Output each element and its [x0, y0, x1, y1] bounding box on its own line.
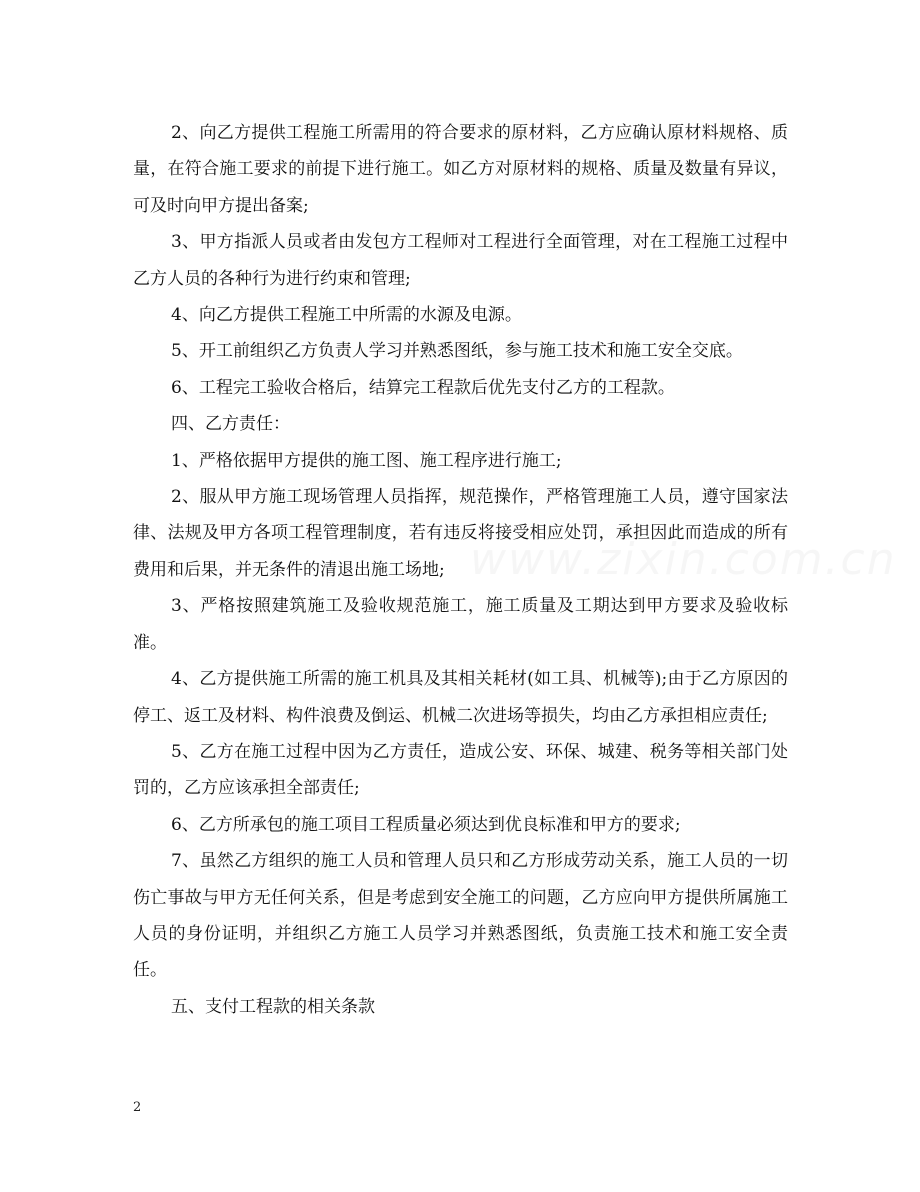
paragraph-item-6-payment: 6、工程完工验收合格后，结算完工程款后优先支付乙方的工程款。: [171, 377, 675, 398]
paragraph-b-item-4: 4、乙方提供施工所需的施工机具及其相关耗材(如工具、机械等);由于乙方原因的停工、返工及材料、构件浪费及倒运、机械二次进场等损失，均由乙方承担相应责任;: [133, 669, 788, 726]
paragraph-b-item-6: 6、乙方所承包的施工项目工程质量必须达到优良标准和甲方的要求;: [171, 814, 681, 835]
paragraph-b-item-2: 2、服从甲方施工现场管理人员指挥，规范操作，严格管理施工人员，遵守国家法律、法规及甲方各项工程管理制度，若有违反将接受相应处罚，承担因此而造成的所有费用和后果，并无条件的清退出施工场地;: [133, 487, 788, 580]
paragraph-item-2-materials: 2、向乙方提供工程施工所需用的符合要求的原材料，乙方应确认原材料规格、质量，在符合施工要求的前提下进行施工。如乙方对原材料的规格、质量及数量有异议，可及时向甲方提出备案;: [133, 123, 788, 216]
document-body: [133, 115, 788, 1025]
paragraph-item-4-water-power: 4、向乙方提供工程施工中所需的水源及电源。: [171, 305, 522, 326]
paragraph-b-item-3: 3、严格按照建筑施工及验收规范施工，施工质量及工期达到甲方要求及验收标准。: [133, 596, 788, 653]
paragraph-b-item-7: 7、虽然乙方组织的施工人员和管理人员只和乙方形成劳动关系，施工人员的一切伤亡事故与甲方无任何关系，但是考虑到安全施工的问题，乙方应向甲方提供所属施工人员的身份证明，并组织乙方施工人员学习并熟悉图纸，负责施工技术和施工安全责任。: [133, 851, 788, 981]
section-heading-party-b-duties: 四、乙方责任：: [171, 414, 290, 435]
paragraph-b-item-1: 1、严格依据甲方提供的施工图、施工程序进行施工;: [171, 450, 562, 471]
page-number: 2: [133, 1100, 142, 1115]
paragraph-b-item-5: 5、乙方在施工过程中因为乙方责任，造成公安、环保、城建、税务等相关部门处罚的，乙方应该承担全部责任;: [133, 741, 788, 799]
watermark: www.zixin.com.cn: [470, 534, 897, 585]
paragraph-item-3-management: 3、甲方指派人员或者由发包方工程师对工程进行全面管理，对在工程施工过程中乙方人员的各种行为进行约束和管理;: [133, 232, 788, 289]
paragraph-item-5-briefing: 5、开工前组织乙方负责人学习并熟悉图纸，参与施工技术和施工安全交底。: [171, 341, 743, 362]
section-heading-payment-terms: 五、支付工程款的相关条款: [171, 996, 375, 1017]
